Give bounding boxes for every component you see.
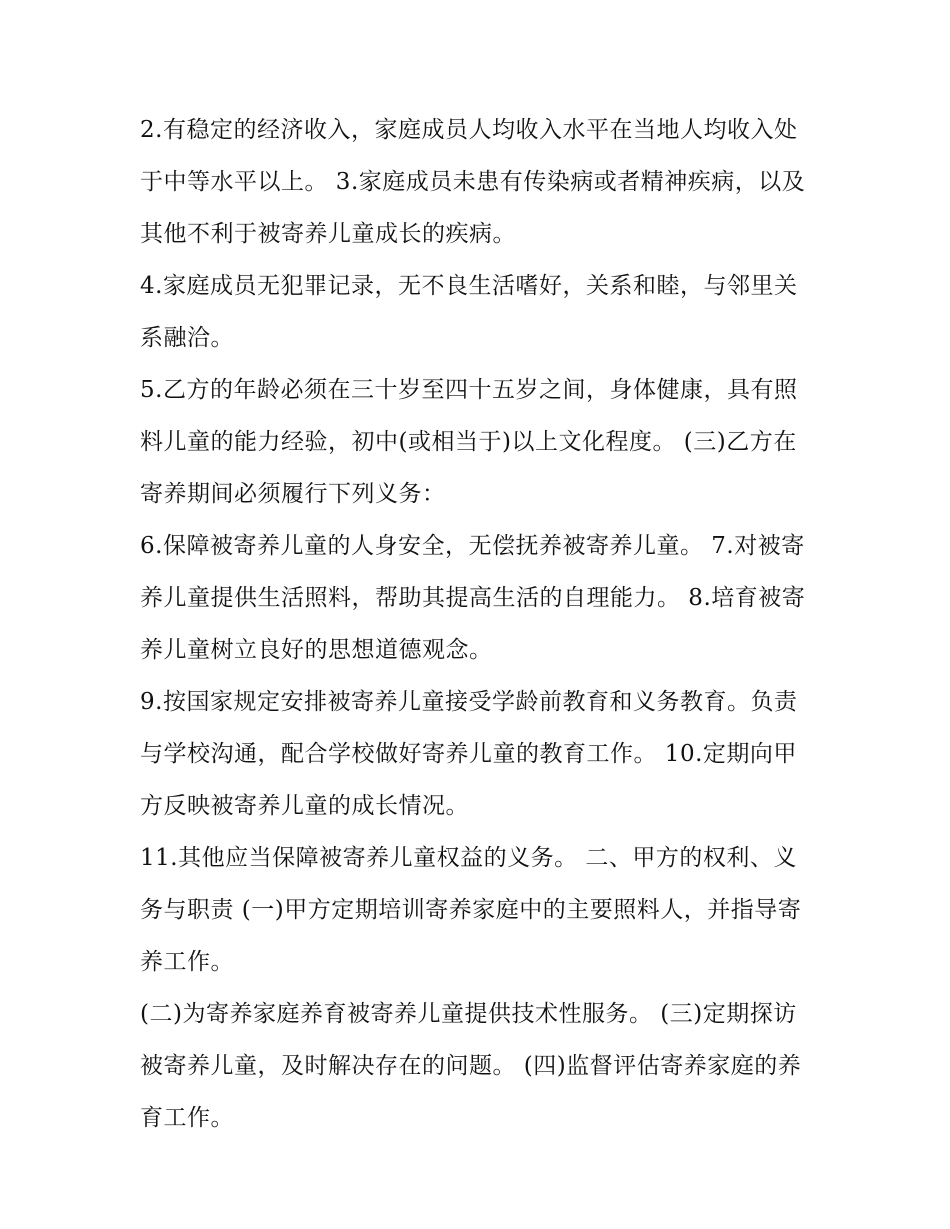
document-body (140, 104, 820, 1144)
paragraph-6: 11.其他应当保障被寄养儿童权益的义务。 二、甲方的权利、义务与职责 (一)甲方定期培训寄养家庭中的主要照料人，并指导寄养工作。 (140, 845, 802, 975)
paragraph-2: 4.家庭成员无犯罪记录，无不良生活嗜好，关系和睦，与邻里关系融洽。 (140, 273, 798, 351)
paragraph-4: 6.保障被寄养儿童的人身安全，无偿抚养被寄养儿童。 7.对被寄养儿童提供生活照料，帮助其提高生活的自理能力。 8.培育被寄养儿童树立良好的思想道德观念。 (140, 533, 806, 663)
paragraph-5: 9.按国家规定安排被寄养儿童接受学龄前教育和义务教育。负责与学校沟通，配合学校做好寄养儿童的教育工作。 10.定期向甲方反映被寄养儿童的成长情况。 (140, 689, 798, 819)
paragraph-1: 2.有稳定的经济收入，家庭成员人均收入水平在当地人均收入处于中等水平以上。 3.家庭成员未患有传染病或者精神疾病，以及其他不利于被寄养儿童成长的疾病。 (140, 117, 806, 247)
paragraph-7: (二)为寄养家庭养育被寄养儿童提供技术性服务。 (三)定期探访被寄养儿童，及时解决存在的问题。 (四)监督评估寄养家庭的养育工作。 (140, 1001, 802, 1131)
paragraph-3: 5.乙方的年龄必须在三十岁至四十五岁之间，身体健康，具有照料儿童的能力经验，初中(或相当于)以上文化程度。 (三)乙方在寄养期间必须履行下列义务： (140, 377, 798, 507)
